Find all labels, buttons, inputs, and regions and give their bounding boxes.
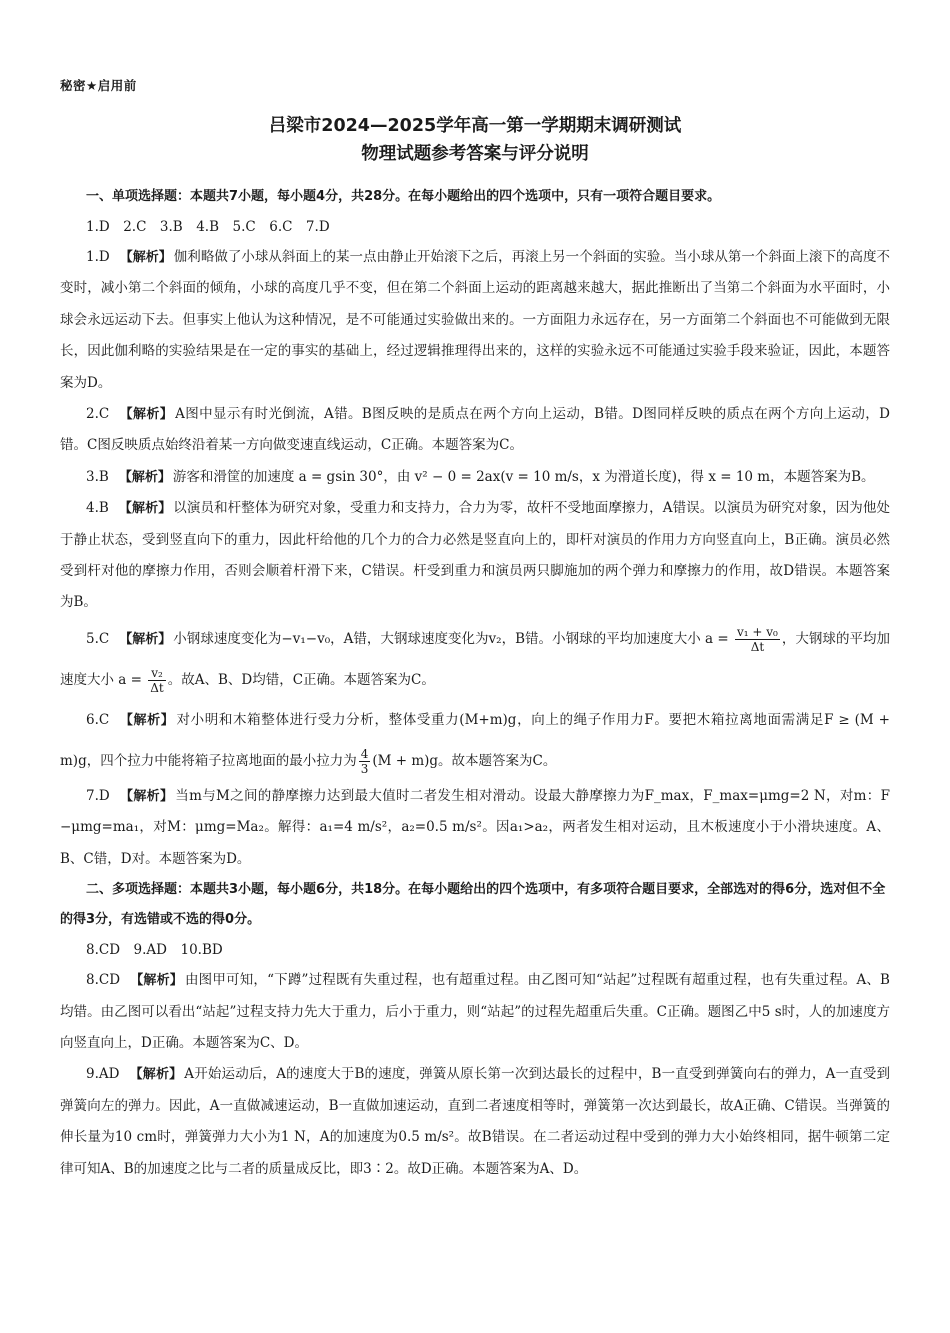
item-text: A开始运动后，A的速度大于B的速度，弹簧从原长第一次到达最长的过程中，B一直受到弹簧向右的弹力，A一直受到弹簧向左的弹力。因此，A一直做减速运动，B一直做加速运动，直到二者速度相等时，弹簧第一次达到最长，故A正确、C错误。当弹簧的伸长量为10 cm时，弹簧弹力大小为1 N，A的加速度为0.5 m/s²。故B错误。在二者运动过程中受到的弹力大小始终相同，据牛顿第二定律可知A、B的加速度之比与二者的质量成反比，即3∶2。故D正确。本题答案为A、D。 — [60, 1066, 890, 1177]
item-label: 9.AD — [86, 1066, 120, 1083]
section2-answers: 8.CD 9.AD 10.BD — [86, 942, 223, 959]
analysis-tag: 【解析】 — [129, 1067, 183, 1083]
answer-item-3 — [60, 462, 890, 493]
item-label: 7.D — [86, 787, 110, 804]
section1-answers: 1.D 2.C 3.B 4.B 5.C 6.C 7.D — [86, 219, 330, 235]
item-text: 由图甲可知，“下蹲”过程既有失重过程，也有超重过程。由乙图可知“站起”过程既有超重过程，也有失重过程。A、B均错。由乙图可以看出“站起”过程支持力先大于重力，后小于重力，则“站起”的过程先超重后失重。C正确。题图乙中5 s时，人的加速度方向竖直向上，D正确。本题答案为C、D。 — [60, 972, 890, 1051]
item-text: 游客和滑筐的加速度 a = gsin 30°，由 v² − 0 = 2ax(v = 10 m/s，x 为滑道长度)，得 x = 10 m，本题答案为B。 — [172, 468, 875, 485]
answer-item-8 — [60, 965, 890, 1059]
fraction-numerator: v₁ + v₀ — [737, 624, 778, 639]
item-text: 以演员和杆整体为研究对象，受重力和支持力，合力为零，故杆不受地面摩擦力，A错误。以演员为研究对象，因为他处于静止状态，受到竖直向下的重力，因此杆给他的几个力的合力必然是竖直向上的，即杆对演员的作用力方向竖直向上，B正确。演员必然受到杆对他的摩擦力作用，否则会顺着杆滑下来，C错误。杆受到重力和演员两只脚施加的两个弹力和摩擦力的作用，故D错误。本题答案为B。 — [60, 500, 890, 611]
answer-item-4 — [60, 493, 890, 619]
fraction-numerator: v₂ — [148, 666, 166, 681]
analysis-tag: 【解析】 — [118, 501, 172, 517]
fraction-denominator: Δt — [150, 680, 164, 695]
fraction-small-ball-accel — [735, 625, 780, 654]
item-label: 1.D — [86, 249, 110, 265]
item-label: 3.B — [86, 468, 109, 485]
item-label: 5.C — [86, 630, 110, 647]
answer-item-5 — [60, 619, 890, 700]
analysis-tag: 【解析】 — [118, 469, 171, 485]
item-text: (M + m)g。故本题答案为C。 — [372, 752, 557, 769]
item-label: 6.C — [86, 711, 110, 728]
answer-item-1 — [60, 242, 890, 399]
item-text: A图中显示有时光倒流，A错。B图反映的是质点在两个方向上运动，B错。D图同样反映的质点在两个方向上运动，D错。C图反映质点始终沿着某一方向做变速直线运动，C正确。本题答案为C。 — [60, 406, 890, 454]
analysis-tag: 【解析】 — [130, 973, 183, 989]
answer-item-6 — [60, 700, 890, 781]
fraction-denominator: 3 — [360, 761, 369, 776]
analysis-tag: 【解析】 — [119, 250, 172, 265]
item-text: 伽利略做了小球从斜面上的某一点由静止开始滚下之后，再滚上另一个斜面的实验。当小球从第一个斜面上滚下的高度不变时，减小第二个斜面的倾角，小球的高度几乎不变，但在第二个斜面上运动的距离越来越大，据此推断出了当第二个斜面为水平面时，小球会永远运动下去。但事实上他认为这种情况，是不可能通过实验做出来的。一方面阻力永远存在，另一方面第二个斜面也不可能做到无限长，因此伽利略的实验结果是在一定的事实的基础上，经过逻辑推理得出来的，这样的实验永远不可能通过实验手段来验证，因此，本题答案为D。 — [60, 249, 890, 391]
analysis-tag: 【解析】 — [119, 712, 175, 728]
answer-item-7 — [60, 781, 890, 875]
item-label: 4.B — [86, 500, 109, 517]
secret-label: 秘密★启用前 — [60, 78, 137, 93]
fraction-large-ball-accel — [148, 666, 166, 695]
analysis-tag: 【解析】 — [119, 631, 172, 647]
fraction-numerator: 4 — [360, 746, 369, 761]
section1-heading: 一、单项选择题：本题共7小题，每小题4分，共28分。在每小题给出的四个选项中，只有一项符合题目要求。 — [86, 189, 721, 204]
item-text: 。故A、B、D均错，C正确。本题答案为C。 — [167, 671, 435, 688]
item-text: 对小明和木箱整体进行受力分析，整体受重力(M+m)g，向上的绳子作用力F。要把木箱拉离地面需满足F ≥ (M + m)g，四个拉力中能将箱子拉离地面的最小拉力为 — [60, 711, 890, 769]
document-subtitle: 物理试题参考答案与评分说明 — [361, 144, 589, 164]
answer-item-9 — [60, 1059, 890, 1185]
analysis-tag: 【解析】 — [119, 407, 174, 423]
item-text: 小钢球速度变化为−v₁−v₀，A错，大钢球速度变化为v₂，B错。小钢球的平均加速度大小 a = — [173, 630, 733, 647]
item-text: 当m与M之间的静摩擦力达到最大值时二者发生相对滑动。设最大静摩擦力为F_max，F_max=μmg=2 N，对m：F −μmg=ma₁，对M：μmg=Ma₂。解得：a₁=4 m/s²，a₂=0.5 m/s²。因a₁>a₂，两者发生相对运动，且木板速度小于小滑块速度。A、B、C错，D对。本题答案为D。 — [60, 787, 890, 867]
item-label: 8.CD — [86, 972, 121, 989]
section2-heading: 二、多项选择题：本题共3小题，每小题6分，共18分。在每小题给出的四个选项中，有多项符合题目要求，全部选对的得6分，选对但不全的得3分，有选错或不选的得0分。 — [60, 882, 886, 928]
fraction-denominator: Δt — [750, 639, 765, 654]
document-title: 吕梁市2024—2025学年高一第一学期期末调研测试 — [268, 116, 682, 136]
fraction-four-thirds — [359, 747, 371, 776]
item-text: ，大钢球的平均加速度大小 a = — [60, 630, 890, 688]
analysis-tag: 【解析】 — [119, 788, 174, 804]
item-label: 2.C — [86, 406, 110, 423]
answer-item-2 — [60, 399, 890, 462]
